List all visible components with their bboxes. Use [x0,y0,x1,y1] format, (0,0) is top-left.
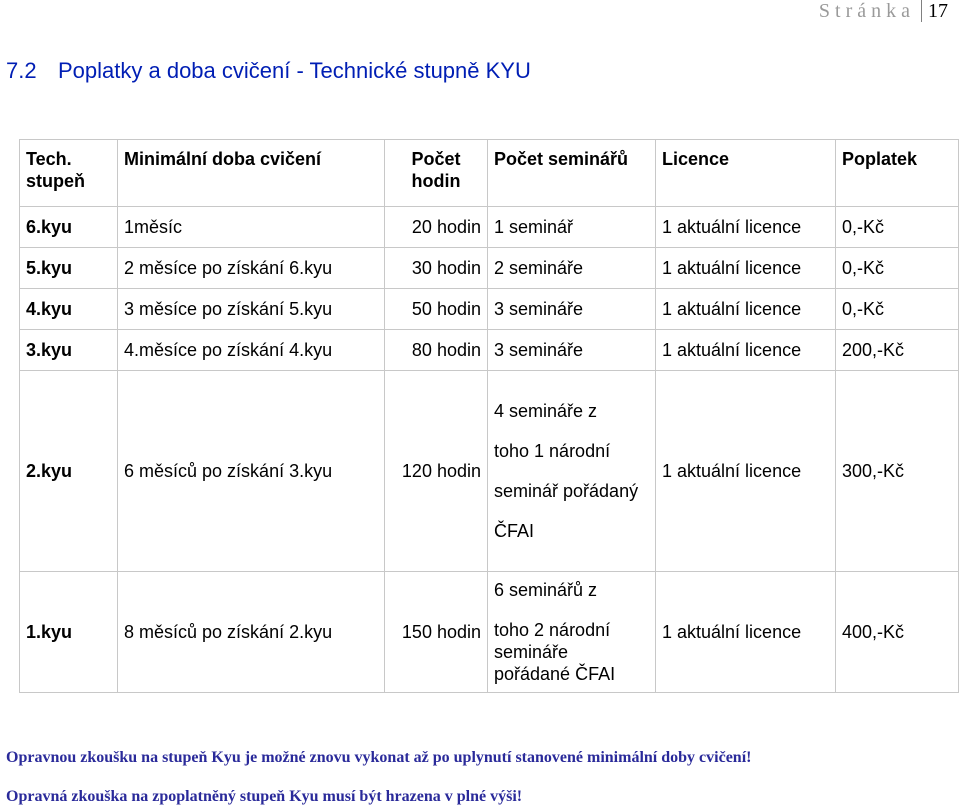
header-min-time: Minimální doba cvičení [118,140,385,207]
cell-min-time: 3 měsíce po získání 5.kyu [118,289,385,330]
cell-min-time: 8 měsíců po získání 2.kyu [118,572,385,693]
seminars-line: seminář pořádaný [494,481,639,501]
seminars-line: toho 1 národní [494,441,611,461]
table-row [20,572,959,693]
seminars-line: 4 semináře z [494,401,598,421]
seminars-line: toho 2 národní [494,620,611,640]
cell-license: 1 aktuální licence [656,572,836,693]
cell-grade: 4.kyu [20,289,118,330]
cell-hours: 20 hodin [385,207,488,248]
note-retake: Opravnou zkoušku na stupeň Kyu je možné znovu vykonat až po uplynutí stanovené minimální doby cvičení! [6,749,752,766]
cell-license: 1 aktuální licence [656,330,836,371]
table-header-row [20,140,959,207]
seminars-line: ČFAI [494,521,535,541]
table-row [20,371,959,572]
cell-seminars: 3 semináře [488,330,656,371]
cell-fee: 200,-Kč [836,330,959,371]
cell-hours: 80 hodin [385,330,488,371]
header-license: Licence [656,140,836,207]
cell-license: 1 aktuální licence [656,207,836,248]
cell-hours: 150 hodin [385,572,488,693]
cell-grade: 3.kyu [20,330,118,371]
cell-license: 1 aktuální licence [656,371,836,572]
section-title: Poplatky a doba cvičení - Technické stupně KYU [58,58,531,83]
cell-seminars [488,371,656,572]
cell-seminars: 1 seminář [488,207,656,248]
page-separator [921,0,922,22]
header-hours: Počet hodin [385,140,488,207]
section-heading [6,58,531,84]
header-seminars: Počet seminářů [488,140,656,207]
table-row [20,207,959,248]
cell-min-time: 4.měsíce po získání 4.kyu [118,330,385,371]
cell-grade: 5.kyu [20,248,118,289]
seminars-line: pořádané ČFAI [494,664,616,684]
section-number: 7.2 [6,58,37,83]
page-label: Stránka [818,0,915,22]
fees-table [19,139,959,693]
table-row [20,330,959,371]
page-number: 17 [928,0,948,22]
cell-hours: 120 hodin [385,371,488,572]
cell-seminars [488,572,656,693]
cell-fee: 300,-Kč [836,371,959,572]
cell-hours: 50 hodin [385,289,488,330]
cell-fee: 0,-Kč [836,289,959,330]
table-row [20,248,959,289]
cell-grade: 6.kyu [20,207,118,248]
header-grade: Tech. stupeň [20,140,118,207]
header-fee: Poplatek [836,140,959,207]
cell-seminars: 3 semináře [488,289,656,330]
cell-min-time: 1měsíc [118,207,385,248]
cell-seminars: 2 semináře [488,248,656,289]
cell-min-time: 2 měsíce po získání 6.kyu [118,248,385,289]
cell-fee: 0,-Kč [836,207,959,248]
cell-license: 1 aktuální licence [656,248,836,289]
cell-grade: 2.kyu [20,371,118,572]
cell-min-time: 6 měsíců po získání 3.kyu [118,371,385,572]
cell-license: 1 aktuální licence [656,289,836,330]
page-header [819,0,948,22]
cell-hours: 30 hodin [385,248,488,289]
cell-fee: 0,-Kč [836,248,959,289]
cell-grade: 1.kyu [20,572,118,693]
note-retake-fee: Opravná zkouška na zpoplatněný stupeň Kyu musí být hrazena v plné výši! [6,788,523,805]
seminars-line: semináře [494,642,569,662]
table-row [20,289,959,330]
seminars-line: 6 seminářů z [494,580,598,600]
cell-fee: 400,-Kč [836,572,959,693]
